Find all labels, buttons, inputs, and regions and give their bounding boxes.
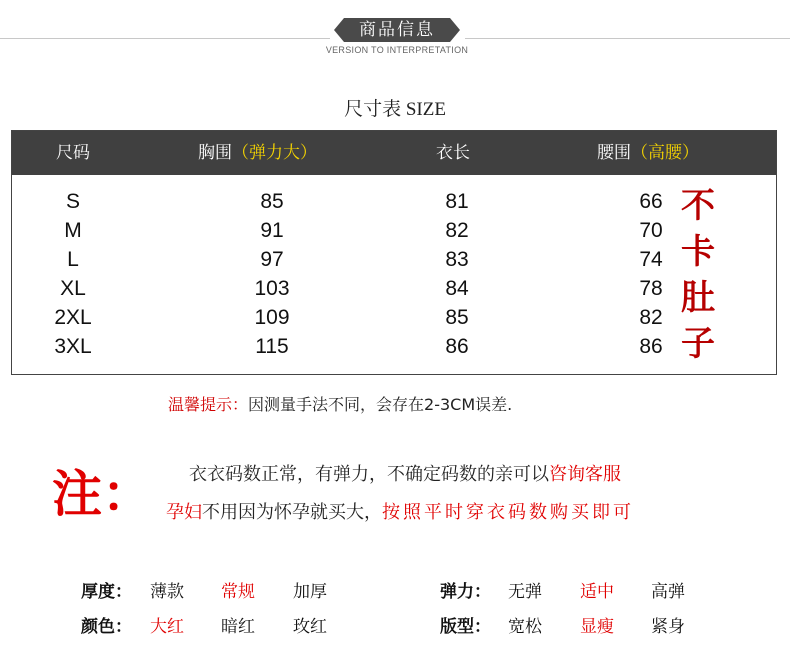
cell-size: L <box>67 248 79 271</box>
header-title: 商品信息 <box>344 18 450 42</box>
cell-length: 85 <box>445 306 469 329</box>
size-table <box>11 130 777 375</box>
notice-line-2: 孕妇不用因为怀孕就买大，按照平时穿衣码数购买即可 <box>166 502 634 523</box>
cell-length: 86 <box>445 335 469 358</box>
cell-size: XL <box>60 277 86 300</box>
cell-waist: 74 <box>639 248 663 271</box>
fit-option-selected: 显瘦 <box>580 617 614 637</box>
elasticity-option-selected: 适中 <box>580 582 614 602</box>
color-option-selected: 大红 <box>150 617 184 637</box>
cell-chest: 91 <box>260 219 284 242</box>
side-note-char: 肚 <box>681 278 715 318</box>
color-label: 颜色： <box>81 617 132 637</box>
header-banner <box>314 18 480 60</box>
thickness-option: 薄款 <box>150 582 184 602</box>
fit-label: 版型： <box>440 617 491 637</box>
cell-waist: 86 <box>639 335 663 358</box>
fit-option: 宽松 <box>508 617 542 637</box>
cell-length: 84 <box>445 277 469 300</box>
cell-chest: 115 <box>255 335 289 358</box>
notice-mark: 注： <box>52 465 152 523</box>
elasticity-option: 无弹 <box>508 582 542 602</box>
size-table-header <box>12 131 776 175</box>
cell-length: 81 <box>445 190 469 213</box>
header-line-left <box>0 38 330 39</box>
elasticity-label: 弹力： <box>440 582 491 602</box>
cell-size: M <box>64 219 82 242</box>
contact-service-link: 咨询客服 <box>549 464 621 485</box>
cell-size: 2XL <box>54 306 92 329</box>
cell-size: S <box>65 190 80 213</box>
color-option: 玫红 <box>293 617 327 637</box>
tip-text: 因测量手法不同，会存在2-3CM误差. <box>248 395 513 414</box>
column-header-size: 尺码 <box>56 143 90 163</box>
cell-waist: 66 <box>639 190 663 213</box>
cell-length: 82 <box>445 219 469 242</box>
cell-chest: 109 <box>254 306 290 329</box>
cell-chest: 103 <box>254 277 290 300</box>
cell-chest: 85 <box>260 190 284 213</box>
column-header-waist: 腰围（高腰） <box>597 143 699 163</box>
thickness-option: 加厚 <box>293 582 327 602</box>
cell-chest: 97 <box>260 248 284 271</box>
notice-line-1: 衣衣码数正常，有弹力，不确定码数的亲可以咨询客服 <box>189 464 621 485</box>
tip-label: 温馨提示： <box>168 395 249 414</box>
elasticity-option: 高弹 <box>651 582 685 602</box>
header-line-right <box>465 38 790 39</box>
fit-option: 紧身 <box>651 617 685 637</box>
cell-waist: 78 <box>639 277 663 300</box>
thickness-option-selected: 常规 <box>221 582 255 602</box>
cell-size: 3XL <box>54 335 92 358</box>
column-header-length: 衣长 <box>436 143 470 163</box>
side-note-char: 子 <box>681 324 715 364</box>
color-option: 暗红 <box>221 617 255 637</box>
cell-length: 83 <box>445 248 469 271</box>
header-subtitle: VERSION TO INTERPRETATION <box>325 45 469 55</box>
measurement-tip <box>168 392 512 415</box>
size-table-title: 尺寸表 SIZE <box>344 99 446 120</box>
side-note-char: 卡 <box>681 232 715 272</box>
thickness-label: 厚度： <box>81 582 132 602</box>
cell-waist: 82 <box>639 306 663 329</box>
cell-waist: 70 <box>639 219 663 242</box>
column-header-chest: 胸围（弹力大） <box>198 143 317 163</box>
side-note-char: 不 <box>681 186 715 226</box>
